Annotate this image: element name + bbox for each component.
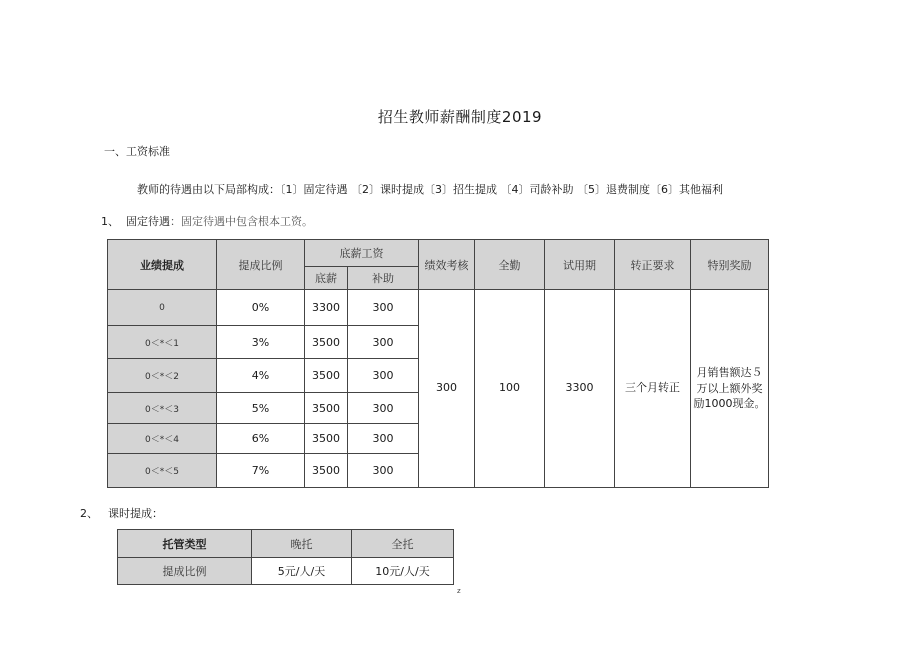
intro-paragraph: 教师的待遇由以下局部构成：〔1〕固定待遇 〔2〕课时提成〔3〕招生提成 〔4〕司龄补助 〔5〕退费制度〔6〕其他福利 (137, 183, 723, 196)
base-cell: 3300 (305, 290, 348, 326)
full-care-rate: 10元/人/天 (352, 558, 454, 585)
ratio-cell: 3% (217, 326, 305, 359)
tier-cell: 0＜*＜3 (108, 393, 217, 424)
page-marker: z (457, 587, 461, 595)
probation-value: 3300 (545, 290, 615, 488)
header-care-type: 托管类型 (118, 530, 252, 558)
header-evening-care: 晚托 (252, 530, 352, 558)
bonus-value: 月销售额达５万以上额外奖励1000现金。 (691, 290, 769, 488)
header-subsidy: 补助 (348, 267, 419, 290)
item-label: 固定待遇 (126, 215, 170, 228)
subsidy-cell: 300 (348, 326, 419, 359)
header-attendance: 全勤 (475, 240, 545, 290)
item-number: 2、 (80, 507, 98, 520)
item-number: 1、 (101, 215, 119, 228)
base-cell: 3500 (305, 359, 348, 393)
ratio-cell: 6% (217, 424, 305, 454)
tier-cell: 0＜*＜2 (108, 359, 217, 393)
page-title: 招生教师薪酬制度2019 (377, 108, 543, 126)
header-probation: 试用期 (545, 240, 615, 290)
subsidy-cell: 300 (348, 454, 419, 488)
tier-cell: 0 (108, 290, 217, 326)
base-cell: 3500 (305, 326, 348, 359)
tier-cell: 0＜*＜5 (108, 454, 217, 488)
item-fixed-pay (101, 213, 313, 229)
subsidy-cell: 300 (348, 393, 419, 424)
fixed-pay-table (107, 239, 769, 488)
base-cell: 3500 (305, 424, 348, 454)
base-cell: 3500 (305, 393, 348, 424)
subsidy-cell: 300 (348, 359, 419, 393)
row-label-ratio: 提成比例 (118, 558, 252, 585)
class-commission-table (117, 529, 454, 585)
tier-cell: 0＜*＜1 (108, 326, 217, 359)
assessment-value: 300 (419, 290, 475, 488)
ratio-cell: 0% (217, 290, 305, 326)
section-heading-salary-standard: 一、工资标准 (104, 145, 170, 158)
subsidy-cell: 300 (348, 290, 419, 326)
header-ratio: 提成比例 (217, 240, 305, 290)
item-class-commission (80, 505, 163, 521)
item-label: 课时提成： (108, 507, 163, 520)
header-performance: 业绩提成 (108, 240, 217, 290)
header-bonus: 特别奖励 (691, 240, 769, 290)
ratio-cell: 5% (217, 393, 305, 424)
subsidy-cell: 300 (348, 424, 419, 454)
tier-cell: 0＜*＜4 (108, 424, 217, 454)
ratio-cell: 4% (217, 359, 305, 393)
item-note: ：固定待遇中包含根本工资。 (170, 215, 313, 228)
regular-requirement-value: 三个月转正 (615, 290, 691, 488)
attendance-value: 100 (475, 290, 545, 488)
header-assessment: 绩效考核 (419, 240, 475, 290)
evening-care-rate: 5元/人/天 (252, 558, 352, 585)
header-base-group: 底薪工资 (305, 240, 419, 267)
header-base: 底薪 (305, 267, 348, 290)
ratio-cell: 7% (217, 454, 305, 488)
header-regular: 转正要求 (615, 240, 691, 290)
header-full-care: 全托 (352, 530, 454, 558)
base-cell: 3500 (305, 454, 348, 488)
